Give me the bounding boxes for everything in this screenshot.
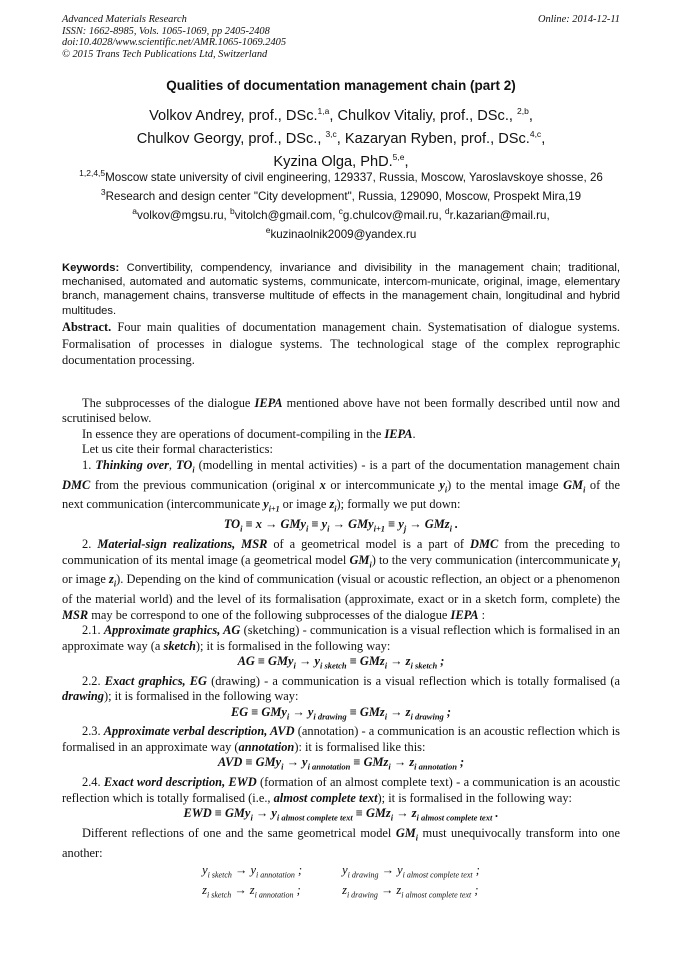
affil-1: Moscow state university of civil engineering, 129337, Russia, Moscow, Yaroslavskoye shosse, 26 (105, 170, 603, 184)
paragraph: 2.3. Approximate verbal description, AVD (annotation) - a communication is an acoustic reflection which is formalised in an approximate way (annotation): it is formalised like this: (62, 724, 620, 754)
copyright-line: © 2015 Trans Tech Publications Ltd, Switzerland (62, 48, 268, 60)
body-text (62, 396, 620, 903)
doi-line: doi:10.4028/www.scientific.net/AMR.1065-1069.2405 (62, 37, 287, 49)
email-5: kuzinaolnik2009@yandex.ru (270, 228, 417, 242)
journal-name: Advanced Materials Research (62, 14, 187, 25)
formula-ewd: EWD ≡ $GMy_i \to y_{i almost complete text} \equiv GMz_i \to z_{i almost complete text}$ . (183, 805, 499, 823)
affil-2-sup: 3 (100, 187, 106, 198)
keywords-text: Convertibility, compendency, invariance and divisibility in the management chain; traditional, mechanised, automated and automatic systems, communicate, intercom-municate, original, image, elementary branch, management chains, transverse multitude of effects in the management chain, longitudinal and hybrid multitudes. (62, 262, 620, 317)
emails: $^a$volkov@mgsu.ru, $^b$vitolch@gmail.com, $^c$g.chulcov@mail.ru, $^d$r.kazarian@mail.ru, (132, 206, 550, 222)
author-1: Volkov Andrey, prof., DSc. (149, 107, 318, 124)
paragraph: 2.4. Exact word description, EWD (formation of an almost complete text) - a communication is an acoustic reflection which is totally formalised (i.e., almost complete text); it is formalised in the following way: (62, 775, 620, 805)
author-2: Chulkov Vitaliy, prof., DSc., (337, 107, 513, 124)
author-3-sup: 3,c (325, 128, 337, 139)
keywords-label: Keywords: (62, 262, 120, 274)
author-3: Chulkov Georgy, prof., DSc., (136, 130, 322, 147)
author-list: Volkov Andrey, prof., DSc.$^{1,a}$, Chulkov Vitaliy, prof., DSc., $^{2,b}$, Chulkov Georgy, prof., DSc., $^{3,c}$, Kazaryan Ryben, prof., DSc.$^{4,c}$, Kyzina Olga, PhD.$^{5,e}$, (136, 106, 546, 170)
issn-line: ISSN: 1662-8985, Vols. 1065-1069, pp 2405-2408 (62, 25, 270, 37)
email-3: g.chulcov@mail.ru, (342, 208, 442, 222)
paragraph: 2.1. Approximate graphics, AG (sketching) - communication is a visual reflection which is formalised in an approximate way (a sketch); it is formalised in the following way: (62, 623, 620, 653)
journal-header (62, 14, 620, 60)
paragraph: The subprocesses of the dialogue IEPA mentioned above have not been formally described until now and scrutinised below. (62, 396, 620, 426)
paper-title: Qualities of documentation management chain (part 2) (166, 78, 516, 93)
abstract-block (62, 319, 620, 369)
author-4: Kazaryan Ryben, prof., DSc. (344, 130, 530, 147)
online-date: Online: 2014-12-11 (537, 14, 620, 25)
paragraph: In essence they are operations of document-compiling in the IEPA. (82, 426, 416, 441)
email-1: volkov@mgsu.ru, (137, 208, 227, 222)
transform-pairs: $y_{i sketch} \to y_{i annotation}$ ; $z_{i sketch} \to z_{i annotation}$ ; $y_{i drawing} \to y_{i almost complete text}$ ; $z_{i drawing} \to z_{i almost complete text}$ ; (202, 863, 480, 900)
email-4: r.kazarian@mail.ru, (449, 208, 550, 222)
keywords-block (62, 261, 620, 318)
affil-1-sup: 1,2,4,5 (79, 168, 106, 178)
paragraph: Different reflections of one and the same geometrical model $GM_i$ must unequivocally transform into one another: (62, 825, 620, 860)
paragraph: 1. Thinking over, $TO_i$ (modelling in mental activities) - is a part of the documentation management chain DMC from the previous communication (original x or intercommunicate $y_i$) to the mental image $GM_i$ of the next communication (intercommunicate $y_{i+1}$ or image $z_i$); formally we put down: (62, 457, 620, 514)
affil-2: Research and design center "City development", Russia, 129090, Moscow, Prospekt Mira,19 (105, 189, 582, 203)
affiliations: $^{1,2,4,5}$Moscow state university of civil engineering, 129337, Russia, Moscow, Yaroslavskoye shosse, 26 $^3$Research and design center "City development", Russia, 129090, Moscow, Prospekt Mira,19 $^a$volkov@mgsu.ru, $^b$vitolch@gmail.com, $^c$g.chulcov@mail.ru, $^d$r.kazarian@mail.ru, $^e$kuzinaolnik2009@yandex.ru (62, 166, 620, 242)
paragraph: 2.2. Exact graphics, EG (drawing) - a communication is a visual reflection which is totally formalised (a drawing); it is formalised in the following way: (62, 673, 620, 704)
formula-eg: EG ≡ $GMy_i \to y_{i drawing} \equiv GMz_i \to z_{i drawing}$ ; (230, 704, 452, 722)
paragraph: 2. Material-sign realizations, MSR of a geometrical model is a part of DMC from the preceding to communication of its mental image (a geometrical model $GM_i$) to the very communication (intercommunicate $y_i$ or image $z_i$). Depending on the kind of communication (visual or acoustic reflection, an object or a phenomenon of the material world) and the level of its formalisation (approximate, exact or in a sketch form, complete) the MSR may be correspond to one of the following subprocesses of the dialogue IEPA : (62, 537, 621, 622)
paragraph: Let us cite their formal characteristics: (82, 442, 273, 457)
author-5: Kyzina Olga, PhD. (273, 153, 393, 170)
abstract-text: Four main qualities of documentation management chain. Systematisation of dialogue systems. Formalisation of processes in dialogue systems. The technological stage of the complex reprographic documentation processing. (62, 320, 620, 368)
email-2: vitolch@gmail.com, (234, 208, 336, 222)
author-5-sup: 5,e (392, 151, 405, 162)
formula-avd: AVD ≡ $GMy_i \to y_{i annotation} \equiv GMz_i \to z_{i annotation}$ ; (217, 755, 465, 772)
author-2-sup: 2,b (517, 106, 529, 116)
abstract-label: Abstract. (62, 320, 112, 334)
author-1-sup: 1,a (317, 106, 330, 116)
formula-to: $TO_i \equiv x \to GMy_i \equiv y_i \to GMy_{i+1} \equiv y_j \to GMz_i$ . (223, 517, 459, 534)
author-4-sup: 4,c (529, 128, 542, 139)
formula-ag: AG ≡ $GMy_i \to y_{i sketch} \equiv GMz_i \to z_{i sketch}$ ; (237, 653, 445, 671)
